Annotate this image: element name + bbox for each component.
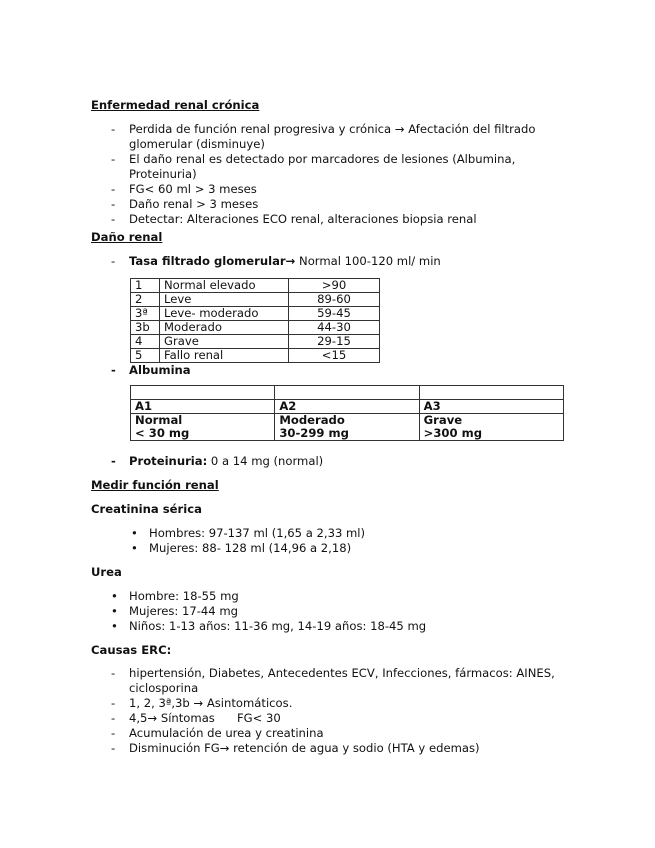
dash-marker: - — [111, 666, 116, 680]
list-creatinina — [91, 526, 571, 556]
list-item: - Disminución FG→ retención de agua y sodio (HTA y edemas) — [111, 741, 480, 755]
table-row: 5 Fallo renal <15 — [131, 349, 380, 363]
table-row: 4 Grave 29-15 — [131, 335, 380, 349]
dash-marker: - — [111, 726, 116, 740]
dash-marker: - — [111, 696, 116, 710]
list-item: • Hombres: 97-137 ml (1,65 a 2,33 ml) — [131, 526, 366, 540]
list-item: - Daño renal > 3 meses — [111, 197, 259, 211]
dash-marker: - — [111, 152, 116, 166]
table-row: 1 Normal elevado >90 — [131, 279, 380, 293]
table-row: 2 Leve 89-60 — [131, 293, 380, 307]
list-enfermedad-renal — [91, 122, 571, 227]
list-tfg — [91, 254, 571, 269]
list-item-proteinuria: - Proteinuria: 0 a 14 mg (normal) — [111, 454, 324, 468]
list-item: • Hombre: 18-55 mg — [111, 589, 239, 603]
list-item: - 1, 2, 3ª,3b → Asintomáticos. — [111, 696, 293, 710]
heading-causas-erc: Causas ERC: — [91, 643, 172, 657]
tfg-table — [130, 278, 380, 363]
heading-enfermedad-renal: Enfermedad renal crónica — [91, 98, 260, 112]
list-item-tfg: - Tasa filtrado glomerular→ Normal 100-120 ml/ min — [111, 254, 441, 268]
heading-urea: Urea — [91, 565, 122, 579]
list-item: - 4,5→ Síntomas FG< 30 — [111, 711, 281, 725]
list-item: - FG< 60 ml > 3 meses — [111, 182, 257, 196]
bullet-marker: • — [131, 541, 138, 555]
list-item: • Mujeres: 17-44 mg — [111, 604, 239, 618]
list-item: - El daño renal es detectado por marcadores de lesiones (Albumina, Proteinuria) — [111, 152, 516, 181]
document-page — [91, 98, 571, 756]
arrow-icon: → — [285, 254, 296, 268]
table-row: Normal < 30 mg Moderado 30-299 mg Grave >300 mg — [131, 414, 564, 441]
dash-marker: - — [111, 254, 116, 268]
dash-marker: - — [111, 741, 116, 755]
list-proteinuria — [91, 454, 571, 469]
table-row: A1 A2 A3 — [131, 400, 564, 414]
list-urea — [91, 589, 571, 634]
list-item-albumina: - Albumina — [111, 363, 191, 377]
list-albumina — [91, 363, 571, 378]
heading-dano-renal: Daño renal — [91, 230, 163, 244]
bullet-marker: • — [131, 526, 138, 540]
bullet-marker: • — [111, 619, 118, 633]
table-row: 3b Moderado 44-30 — [131, 321, 380, 335]
dash-marker: - — [111, 363, 116, 377]
dash-marker: - — [111, 122, 116, 136]
list-item: • Niños: 1-13 años: 11-36 mg, 14-19 años: 18-45 mg — [111, 619, 427, 633]
table-row: 3ª Leve- moderado 59-45 — [131, 307, 380, 321]
bullet-marker: • — [111, 604, 118, 618]
table-row — [131, 386, 564, 400]
list-causas — [91, 666, 571, 756]
list-item: - Detectar: Alteraciones ECO renal, alteraciones biopsia renal — [111, 212, 477, 226]
list-item: - Acumulación de urea y creatinina — [111, 726, 324, 740]
dash-marker: - — [111, 182, 116, 196]
dash-marker: - — [111, 711, 116, 725]
bullet-marker: • — [111, 589, 118, 603]
list-item: • Mujeres: 88- 128 ml (14,96 a 2,18) — [131, 541, 352, 555]
list-item: - Perdida de función renal progresiva y crónica → Afectación del filtrado glomerular (disminuye) — [111, 122, 536, 151]
albumina-table — [130, 385, 564, 441]
heading-medir-funcion: Medir función renal — [91, 478, 219, 492]
dash-marker: - — [111, 454, 116, 468]
heading-creatinina: Creatinina sérica — [91, 502, 202, 516]
dash-marker: - — [111, 212, 116, 226]
list-item: - hipertensión, Diabetes, Antecedentes ECV, Infecciones, fármacos: AINES, ciclosporina — [111, 666, 555, 695]
dash-marker: - — [111, 197, 116, 211]
